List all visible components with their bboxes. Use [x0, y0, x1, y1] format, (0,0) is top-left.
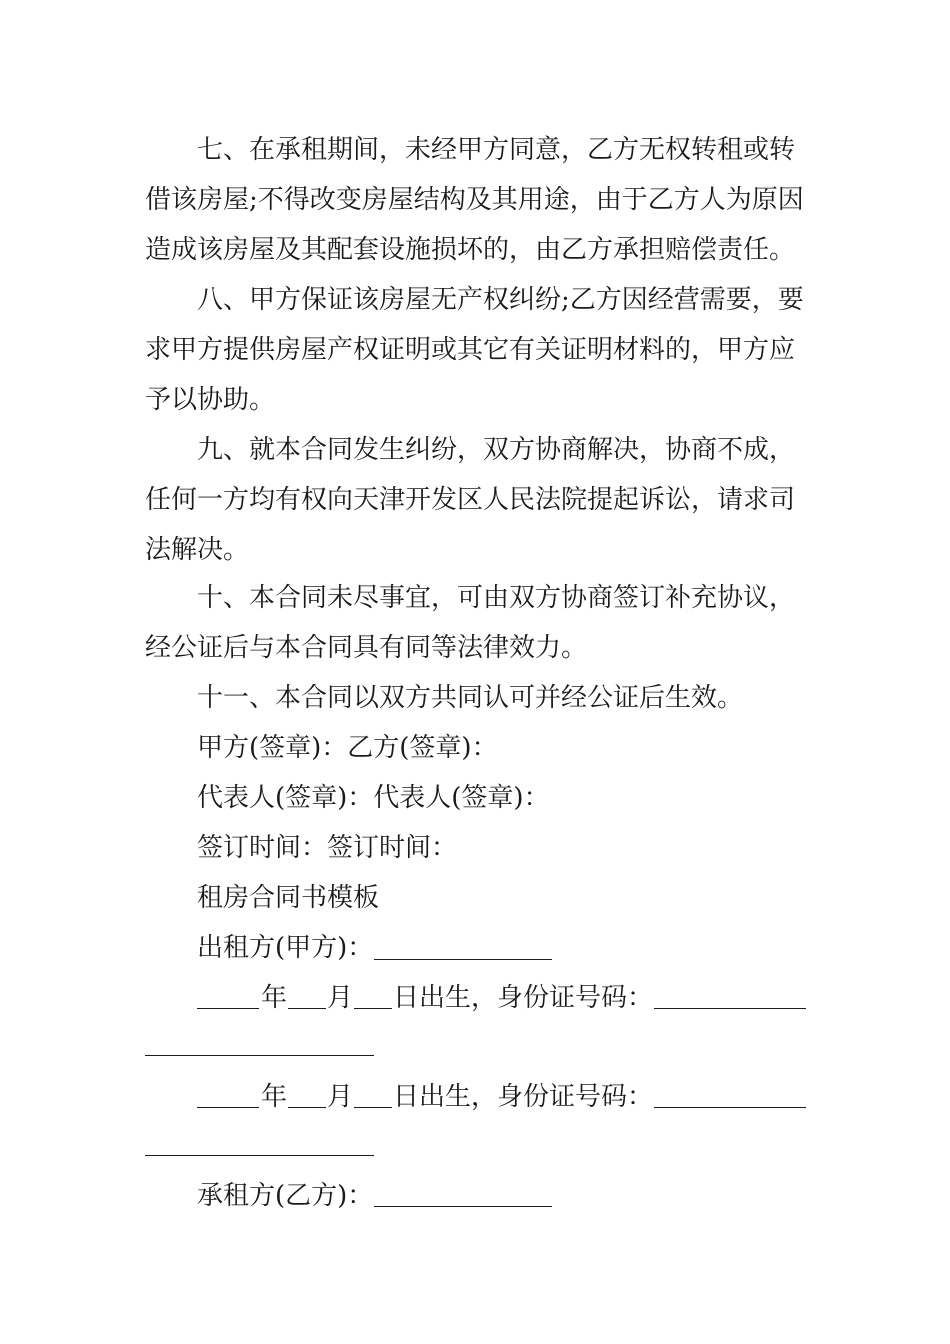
clause-7-line-2: 借该房屋;不得改变房屋结构及其用途，由于乙方人为原因 — [145, 185, 804, 215]
id-number-blank-2a[interactable] — [654, 1107, 806, 1108]
clause-10-line-2: 经公证后与本合同具有同等法律效力。 — [145, 633, 588, 663]
sign-date-line: 签订时间：签订时间： — [197, 833, 458, 863]
clause-9-line-2: 任何一方均有权向天津开发区人民法院提起诉讼，请求司 — [145, 485, 796, 515]
template-title: 租房合同书模板 — [197, 883, 380, 913]
clause-11: 十一、本合同以双方共同认可并经公证后生效。 — [197, 683, 744, 713]
lessee-name-blank[interactable] — [374, 1206, 552, 1207]
birth-year-blank-1[interactable] — [197, 1008, 259, 1009]
lessee-label: 承租方(乙方)： — [197, 1181, 374, 1211]
id-number-blank-1a[interactable] — [654, 1008, 806, 1009]
month-label-1: 月 — [327, 983, 354, 1013]
birth-id-label-1: 日出生，身份证号码： — [393, 983, 654, 1013]
birth-day-blank-2[interactable] — [354, 1107, 392, 1108]
clause-7-line-1: 七、在承租期间，未经甲方同意，乙方无权转租或转 — [197, 135, 796, 165]
birth-month-blank-2[interactable] — [288, 1107, 326, 1108]
id-number-blank-2b[interactable] — [145, 1155, 374, 1156]
clause-8-line-3: 予以协助。 — [145, 385, 276, 415]
year-label-1: 年 — [261, 983, 288, 1013]
clause-9-line-1: 九、就本合同发生纠纷，双方协商解决，协商不成， — [197, 435, 796, 465]
birth-day-blank-1[interactable] — [354, 1008, 392, 1009]
clause-8-line-1: 八、甲方保证该房屋无产权纠纷;乙方因经营需要，要 — [197, 285, 804, 315]
birth-id-label-2: 日出生，身份证号码： — [393, 1082, 654, 1112]
lessee-line — [197, 1181, 373, 1211]
clause-8-line-2: 求甲方提供房屋产权证明或其它有关证明材料的，甲方应 — [145, 335, 796, 365]
id-number-blank-1b[interactable] — [145, 1055, 374, 1056]
party-seal-line: 甲方(签章)：乙方(签章)： — [197, 733, 498, 763]
birth-month-blank-1[interactable] — [288, 1008, 326, 1009]
year-label-2: 年 — [261, 1082, 288, 1112]
lessor-label: 出租方(甲方)： — [197, 933, 374, 963]
birth-year-blank-2[interactable] — [197, 1107, 259, 1108]
clause-7-line-3: 造成该房屋及其配套设施损坏的，由乙方承担赔偿责任。 — [145, 235, 796, 265]
representative-seal-line: 代表人(签章)：代表人(签章)： — [197, 783, 550, 813]
lessor-line — [197, 933, 373, 963]
clause-9-line-3: 法解决。 — [145, 535, 250, 565]
lessor-name-blank[interactable] — [374, 959, 552, 960]
month-label-2: 月 — [327, 1082, 354, 1112]
clause-10-line-1: 十、本合同未尽事宜，可由双方协商签订补充协议， — [197, 583, 796, 613]
